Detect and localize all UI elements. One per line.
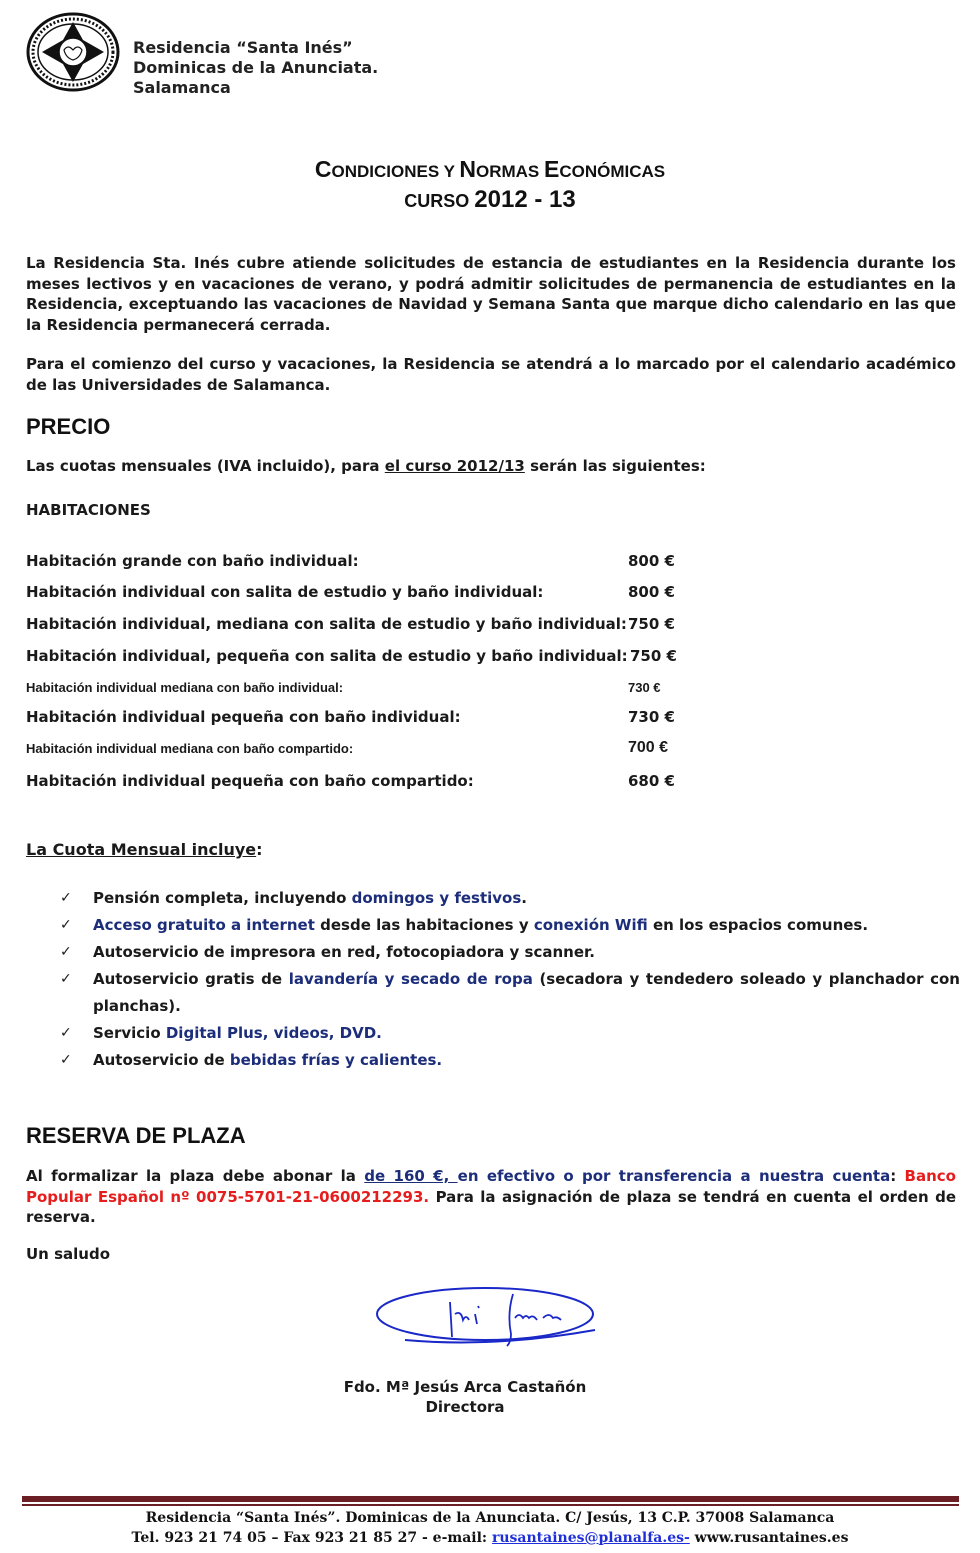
room-price-row: Habitación individual, pequeña con salita de estudio y baño individual: 750 € (26, 647, 677, 665)
room-price-row: Habitación individual, mediana con salita de estudio y baño individual: 750 € (26, 615, 675, 633)
precio-intro: Las cuotas mensuales (IVA incluido), para el curso 2012/13 serán las siguientes: (26, 457, 706, 475)
footer-contact: Tel. 923 21 74 05 – Fax 923 21 85 27 - e-mail: rusantaines@planalfa.es- www.rusantaines.es (131, 1530, 849, 1546)
greeting: Un saludo (26, 1245, 110, 1263)
signer-role: Directora (425, 1398, 505, 1416)
residence-crest-logo (26, 12, 120, 92)
list-item: ✓ Autoservicio de impresora en red, fotocopiadora y scanner. (60, 939, 960, 966)
checkmark-icon: ✓ (60, 890, 72, 906)
reserva-paragraph: Al formalizar la plaza debe abonar la de 160 €, en efectivo o por transferencia a nuestra cuenta: Banco Popular Español nº 0075-5701-21-0600212293. Para la asignación de plaza se tendrá en cuenta el orden de reserva. (26, 1167, 956, 1226)
footer-divider (22, 1496, 959, 1502)
checkmark-icon: ✓ (60, 971, 72, 987)
precio-heading: PRECIO (26, 414, 111, 439)
habitaciones-heading: HABITACIONES (26, 501, 151, 519)
room-price-row: Habitación individual pequeña con baño compartido: 680 € (26, 772, 675, 790)
room-price-row: Habitación grande con baño individual: 800 € (26, 552, 675, 570)
document-title: CONDICIONES Y NORMAS ECONÓMICAS (314, 156, 666, 182)
room-price-row: Habitación individual mediana con baño compartido: 700 € (26, 739, 669, 756)
checkmark-icon: ✓ (60, 917, 72, 933)
residence-header (133, 38, 378, 98)
website-text: www.rusantaines.es (689, 1530, 849, 1546)
reserva-heading: RESERVA DE PLAZA (26, 1123, 246, 1148)
signature-image (375, 1282, 605, 1352)
list-item: ✓ Autoservicio gratis de lavandería y secado de ropa (secadora y tendedero soleado y planchador con planchas). (60, 966, 960, 1020)
room-price-row: Habitación individual pequeña con baño individual: 730 € (26, 708, 675, 726)
list-item: ✓ Autoservicio de bebidas frías y calientes. (60, 1047, 960, 1074)
list-item: ✓ Pensión completa, incluyendo domingos y festivos. (60, 885, 960, 912)
calendar-paragraph: Para el comienzo del curso y vacaciones, la Residencia se atendrá a lo marcado por el calendario académico de las Universidades de Salamanca. (26, 355, 956, 394)
checkmark-icon: ✓ (60, 944, 72, 960)
header-line: Dominicas de la Anunciata. (133, 58, 379, 77)
included-services-list (60, 885, 960, 1074)
signer-name: Fdo. Mª Jesús Arca Castañón (343, 1378, 587, 1396)
checkmark-icon: ✓ (60, 1025, 72, 1041)
email-link[interactable]: rusantaines@planalfa.es- (491, 1530, 690, 1546)
header-line: Salamanca (133, 78, 231, 97)
footer-address: Residencia “Santa Inés”. Dominicas de la Anunciata. C/ Jesús, 13 C.P. 37008 Salamanca (145, 1510, 835, 1526)
intro-paragraph: La Residencia Sta. Inés cubre atiende solicitudes de estancia de estudiantes en la Residencia durante los meses lectivos y en vacaciones de verano, y podrá admitir solicitudes de permanencia de estudiantes en la Residencia, exceptuando las vacaciones de Navidad y Semana Santa que marque dicho calendario en las que la Residencia permanecerá cerrada. (26, 254, 956, 334)
list-item: ✓ Servicio Digital Plus, videos, DVD. (60, 1020, 960, 1047)
document-subtitle: CURSO 2012 - 13 (404, 186, 576, 213)
checkmark-icon: ✓ (60, 1052, 72, 1068)
room-price-row: Habitación individual mediana con baño individual: 730 € (26, 680, 661, 695)
list-item: ✓ Acceso gratuito a internet desde las habitaciones y conexión Wifi en los espacios comunes. (60, 912, 960, 939)
cuota-heading: La Cuota Mensual incluye: (26, 840, 263, 859)
header-line: Residencia “Santa Inés” (133, 38, 353, 57)
room-price-row: Habitación individual con salita de estudio y baño individual: 800 € (26, 583, 675, 601)
footer-divider-thin (22, 1504, 959, 1506)
